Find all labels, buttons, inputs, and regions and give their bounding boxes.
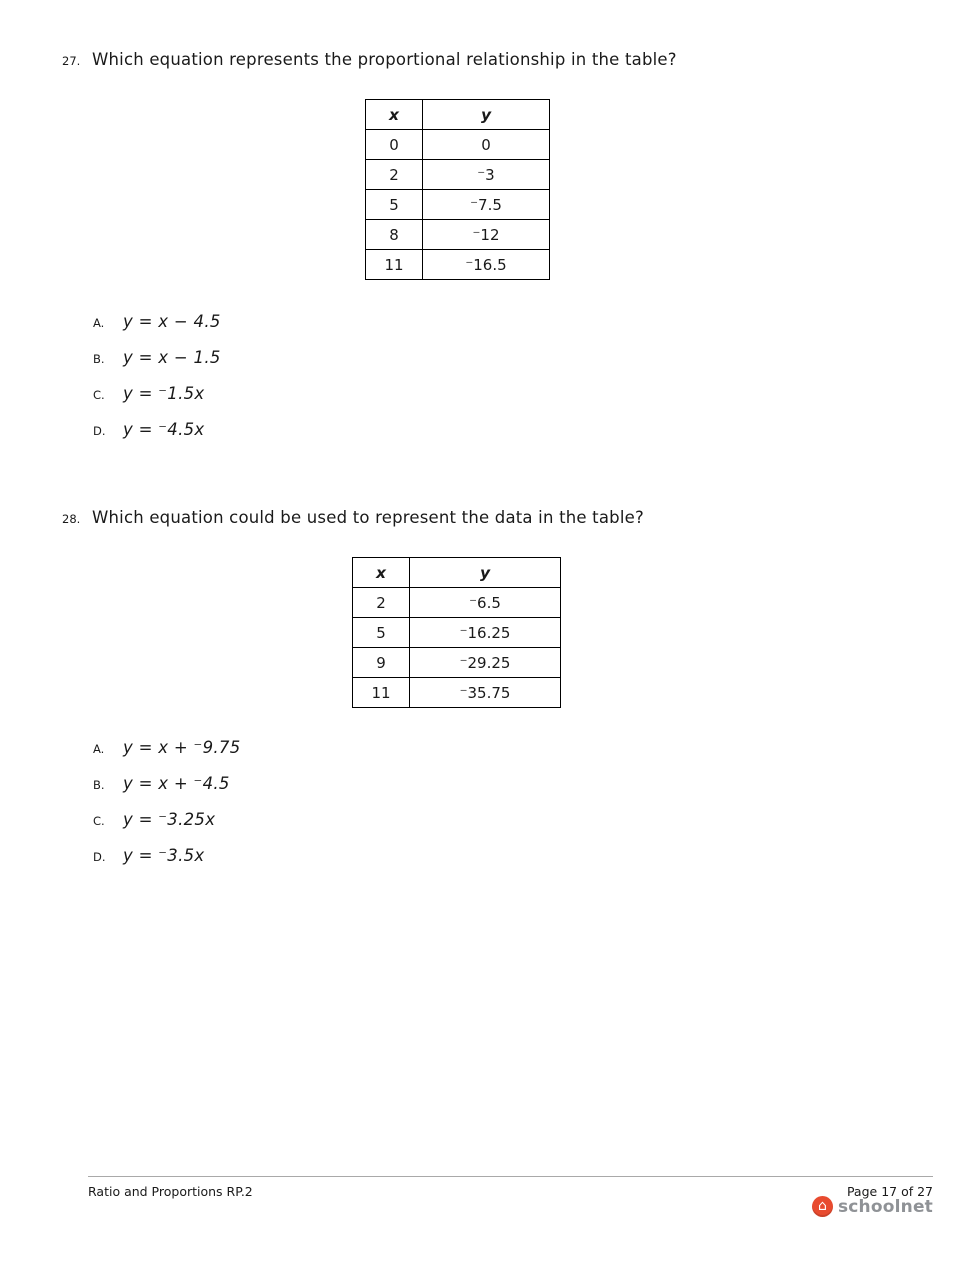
option-equation: y = ⁻4.5x — [123, 420, 205, 439]
question-28-options — [62, 738, 979, 865]
table-row — [366, 220, 550, 250]
question-27-options — [62, 312, 979, 439]
table-cell-y: ⁻7.5 — [423, 190, 550, 220]
table-header-row — [353, 558, 561, 588]
table-row — [366, 250, 550, 280]
table-cell-x: 5 — [366, 190, 423, 220]
table-cell-y: ⁻6.5 — [410, 588, 561, 618]
page-footer — [88, 1176, 933, 1199]
option-label: B. — [93, 352, 105, 366]
table-cell-y: ⁻35.75 — [410, 678, 561, 708]
table-cell-x: 9 — [353, 648, 410, 678]
table-cell-x: 0 — [366, 130, 423, 160]
page-number: Page 17 of 27 — [846, 1184, 933, 1199]
table-cell-x: 2 — [366, 160, 423, 190]
table-cell-y: ⁻12 — [423, 220, 550, 250]
option-d — [93, 420, 979, 439]
option-label: C. — [93, 814, 105, 828]
option-c — [93, 384, 979, 403]
table-cell-x: 5 — [353, 618, 410, 648]
table-header-row — [366, 100, 550, 130]
schoolnet-logo-text: schoolnet — [837, 1196, 933, 1217]
option-equation: y = x + ⁻4.5 — [123, 774, 230, 793]
table-cell-y: ⁻29.25 — [410, 648, 561, 678]
option-label: B. — [93, 778, 105, 792]
option-label: A. — [93, 742, 105, 756]
option-d — [93, 846, 979, 865]
question-number: 27. — [62, 54, 81, 68]
footer-standard-label: Ratio and Proportions RP.2 — [88, 1184, 253, 1199]
option-b — [93, 774, 979, 793]
option-b — [93, 348, 979, 367]
question-28 — [62, 456, 979, 865]
question-27 — [62, 0, 979, 439]
table-header-y: y — [410, 558, 561, 588]
table-cell-y: ⁻16.5 — [423, 250, 550, 280]
table-cell-y: 0 — [423, 130, 550, 160]
option-c — [93, 810, 979, 829]
table-header-y: y — [423, 100, 550, 130]
table-row — [353, 618, 561, 648]
option-a — [93, 312, 979, 331]
option-equation: y = x + ⁻9.75 — [123, 738, 241, 757]
option-a — [93, 738, 979, 757]
table-cell-x: 11 — [366, 250, 423, 280]
table-row — [353, 678, 561, 708]
table-cell-x: 11 — [353, 678, 410, 708]
question-28-table — [352, 557, 561, 708]
question-number: 28. — [62, 512, 81, 526]
option-equation: y = ⁻3.5x — [123, 846, 205, 865]
table-cell-y: ⁻3 — [423, 160, 550, 190]
question-28-header — [62, 508, 979, 527]
question-prompt: Which equation represents the proportional relationship in the table? — [92, 50, 677, 69]
table-cell-y: ⁻16.25 — [410, 618, 561, 648]
option-label: A. — [93, 316, 105, 330]
option-equation: y = ⁻3.25x — [123, 810, 216, 829]
table-header-x: x — [366, 100, 423, 130]
question-27-table — [365, 99, 550, 280]
schoolnet-house-icon: ⌂ — [812, 1196, 833, 1217]
table-header-x: x — [353, 558, 410, 588]
schoolnet-logo — [812, 1196, 933, 1217]
option-label: C. — [93, 388, 105, 402]
table-row — [366, 160, 550, 190]
question-27-table-container — [365, 99, 979, 280]
table-row — [366, 130, 550, 160]
option-equation: y = x − 1.5 — [123, 348, 221, 367]
option-label: D. — [93, 850, 106, 864]
table-row — [366, 190, 550, 220]
table-cell-x: 2 — [353, 588, 410, 618]
question-27-header — [62, 50, 979, 69]
question-prompt: Which equation could be used to represent the data in the table? — [92, 508, 644, 527]
table-cell-x: 8 — [366, 220, 423, 250]
table-row — [353, 648, 561, 678]
option-equation: y = ⁻1.5x — [123, 384, 205, 403]
table-row — [353, 588, 561, 618]
question-28-table-container — [352, 557, 979, 708]
option-label: D. — [93, 424, 106, 438]
option-equation: y = x − 4.5 — [123, 312, 221, 331]
